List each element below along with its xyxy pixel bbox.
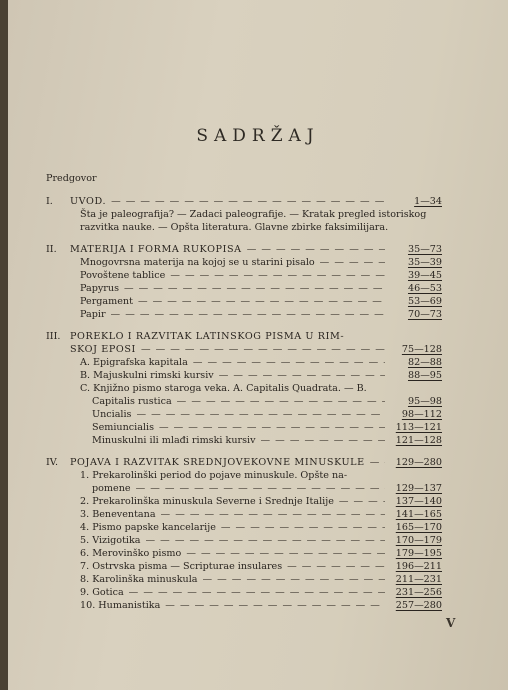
leader-dashes	[177, 395, 385, 408]
entry-pages: 88—95	[407, 370, 442, 381]
entry-pages: 211—231	[395, 574, 442, 585]
leader-dashes	[129, 586, 385, 599]
entry-label: 5. Vizigotika	[80, 535, 141, 546]
leader-dashes	[339, 495, 385, 508]
toc-entry	[46, 408, 442, 421]
leader-dashes	[138, 295, 385, 308]
table-of-contents	[46, 172, 442, 621]
leader-dashes	[137, 408, 386, 421]
toc-front-matter: Predgovor	[46, 173, 97, 184]
leader-dashes	[141, 343, 385, 356]
leader-dashes	[124, 282, 385, 295]
leader-dashes	[370, 456, 385, 469]
entry-label: Pergament	[80, 296, 133, 307]
entry-label: Povoštene tablice	[80, 270, 166, 281]
leader-dashes	[170, 269, 385, 282]
toc-section-heading-cont	[46, 343, 442, 356]
entry-label: Uncialis	[92, 409, 132, 420]
entry-label: 3. Beneventana	[80, 509, 156, 520]
toc-section-1	[46, 195, 442, 234]
toc-entry	[46, 508, 442, 521]
entry-pages: 179—195	[395, 548, 442, 559]
entry-pages: 137—140	[395, 496, 442, 507]
entry-pages: 121—128	[395, 435, 442, 446]
toc-section-heading	[46, 456, 442, 469]
toc-entry	[46, 560, 442, 573]
leader-dashes	[159, 421, 385, 434]
entry-pages: 170—179	[395, 535, 442, 546]
toc-section-2	[46, 243, 442, 321]
entry-label: Capitalis rustica	[92, 396, 172, 407]
section-pages: 1—34	[414, 196, 442, 207]
toc-section-3	[46, 330, 442, 447]
page-number: V	[446, 616, 456, 630]
entry-pages: 35—39	[407, 257, 442, 268]
entry-label: Papir	[80, 309, 106, 320]
toc-entry	[46, 599, 442, 612]
toc-entry	[46, 534, 442, 547]
section-number: IV.	[46, 457, 59, 468]
toc-entry	[46, 369, 442, 382]
entry-label: A. Epigrafska kapitala	[80, 357, 188, 368]
entry-pages: 53—69	[407, 296, 442, 307]
entry-label: 7. Ostrvska pisma — Scripturae insulares	[80, 561, 283, 572]
entry-pages: 231—256	[395, 587, 442, 598]
leader-dashes	[203, 573, 385, 586]
toc-entry	[46, 469, 442, 482]
section-title: UVOD.	[70, 196, 107, 207]
leader-dashes	[111, 308, 385, 321]
section-title: MATERIJA I FORMA RUKOPISA	[70, 244, 242, 255]
entry-label: Minuskulni ili mlađi rimski kursiv	[92, 435, 256, 446]
leader-dashes	[219, 369, 385, 382]
section-description: Šta je paleografija? — Zadaci paleografije. — Kratak pregled istoriskog razvitka nauke. — Opšta literatura. Glavne zbirke faksimilijara.	[80, 209, 427, 233]
toc-entry	[46, 395, 442, 408]
toc-entry	[46, 282, 442, 295]
toc-entry	[46, 256, 442, 269]
entry-pages: 70—73	[407, 309, 442, 320]
entry-pages: 129—137	[395, 483, 442, 494]
section-pages: 35—73	[407, 244, 442, 255]
entry-label: Mnogovrsna materija na kojoj se u starini pisalo	[80, 257, 315, 268]
entry-pages: 82—88	[407, 357, 442, 368]
toc-section-heading	[46, 243, 442, 256]
entry-pages: 46—53	[407, 283, 442, 294]
toc-entry	[46, 573, 442, 586]
leader-dashes	[287, 560, 385, 573]
entry-pages: 165—170	[395, 522, 442, 533]
toc-entry	[46, 521, 442, 534]
leader-dashes	[111, 195, 385, 208]
entry-pages: 141—165	[395, 509, 442, 520]
leader-dashes	[161, 508, 385, 521]
entry-pages: 39—45	[407, 270, 442, 281]
book-page	[8, 0, 508, 690]
entry-label: 4. Pismo papske kancelarije	[80, 522, 216, 533]
entry-pages: 257—280	[395, 600, 442, 611]
section-number: II.	[46, 244, 57, 255]
leader-dashes	[261, 434, 385, 447]
leader-dashes	[165, 599, 385, 612]
entry-label: 1. Prekarolinški period do pojave minuskule. Opšte na-	[80, 470, 348, 481]
toc-entry	[46, 434, 442, 447]
section-title: POREKLO I RAZVITAK LATINSKOG PISMA U RIM-	[70, 331, 345, 342]
entry-pages: 113—121	[395, 422, 442, 433]
leader-dashes	[186, 547, 385, 560]
toc-section-4	[46, 456, 442, 612]
leader-dashes	[247, 243, 385, 256]
entry-pages: 98—112	[401, 409, 442, 420]
entry-label: 8. Karolinška minuskula	[80, 574, 198, 585]
entry-pages: 196—211	[395, 561, 442, 572]
toc-entry	[46, 295, 442, 308]
toc-section-heading	[46, 330, 442, 343]
leader-dashes	[136, 482, 385, 495]
toc-entry	[46, 495, 442, 508]
page-title: SADRŽAJ	[196, 126, 320, 146]
toc-entry	[46, 269, 442, 282]
leader-dashes	[146, 534, 385, 547]
toc-entry	[46, 308, 442, 321]
section-title-cont: SKOJ EPOSI	[70, 344, 136, 355]
entry-label: Papyrus	[80, 283, 119, 294]
section-number: III.	[46, 331, 61, 342]
entry-pages: 95—98	[407, 396, 442, 407]
entry-label: pomene	[92, 483, 131, 494]
entry-label: 10. Humanistika	[80, 600, 161, 611]
toc-section-heading	[46, 195, 442, 208]
section-pages: 129—280	[395, 457, 442, 468]
toc-entry	[46, 482, 442, 495]
leader-dashes	[193, 356, 385, 369]
entry-label: B. Majuskulni rimski kursiv	[80, 370, 214, 381]
entry-label: 6. Merovinško pismo	[80, 548, 182, 559]
toc-entry	[46, 382, 442, 395]
toc-entry	[46, 421, 442, 434]
toc-entry	[46, 356, 442, 369]
toc-entry	[46, 586, 442, 599]
entry-label: 9. Gotica	[80, 587, 124, 598]
leader-dashes	[320, 256, 385, 269]
entry-label: 2. Prekarolinška minuskula Severne i Srednje Italije	[80, 496, 334, 507]
entry-label: Semiuncialis	[92, 422, 154, 433]
section-number: I.	[46, 196, 53, 207]
leader-dashes	[221, 521, 385, 534]
section-pages: 75—128	[401, 344, 442, 355]
toc-entry	[46, 547, 442, 560]
section-title: POJAVA I RAZVITAK SREDNJOVEKOVNE MINUSKULE	[70, 457, 365, 468]
entry-label: C. Knjižno pismo staroga veka. A. Capitalis Quadrata. — B.	[80, 383, 367, 394]
